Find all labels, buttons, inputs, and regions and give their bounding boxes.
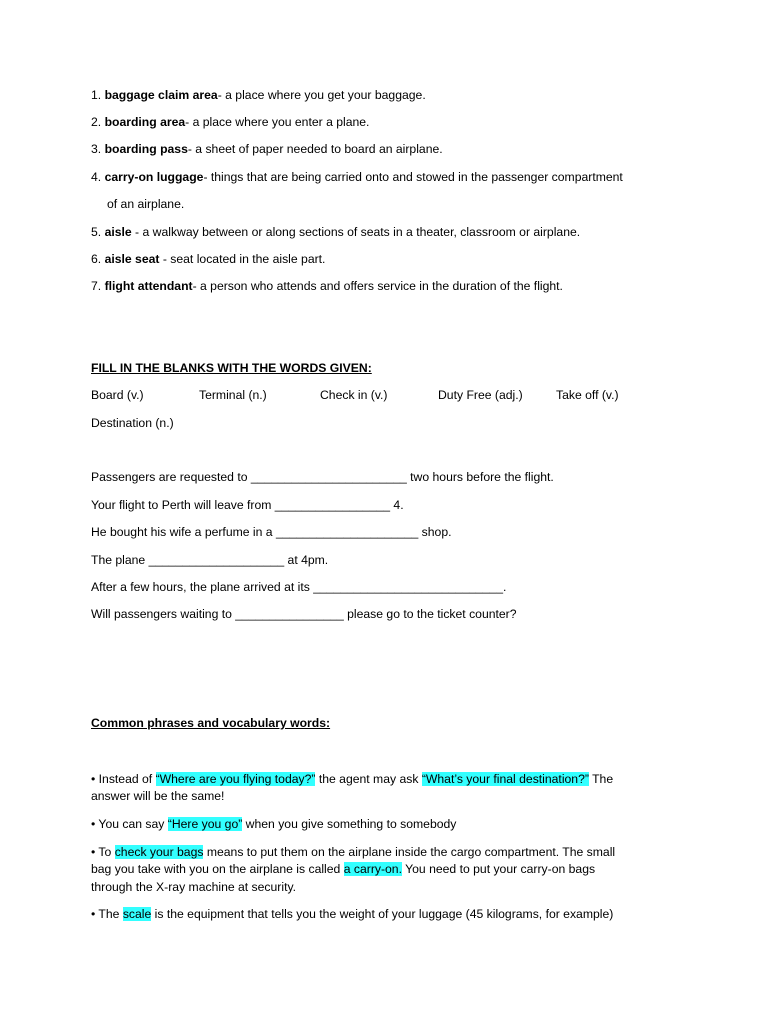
fill-blanks-heading: FILL IN THE BLANKS WITH THE WORDS GIVEN: xyxy=(91,361,372,375)
exercise-sentence: The plane ____________________ at 4pm. xyxy=(91,553,329,567)
definition-text: - seat located in the aisle part. xyxy=(159,252,326,266)
exercise-sentence: Will passengers waiting to ________________ please go to the ticket counter? xyxy=(91,607,517,621)
highlighted-phrase: check your bags xyxy=(114,845,204,859)
exercise-sentence: He bought his wife a perfume in a _____________________ shop. xyxy=(91,525,452,539)
exercise-sentence: Your flight to Perth will leave from _________________ 4. xyxy=(91,498,404,512)
definition-term: carry-on luggage xyxy=(104,170,204,184)
definition-text: - a sheet of paper needed to board an airplane. xyxy=(187,142,443,156)
definition-term: boarding area xyxy=(104,115,186,129)
word-bank-item: Terminal (n.) xyxy=(199,388,267,402)
phrase-bullet-continuation: bag you take with you on the airplane is called a carry-on. You need to put your carry-on bags xyxy=(91,862,596,876)
definition-item: 7. flight attendant- a person who attends and offers service in the duration of the flight. xyxy=(91,279,563,293)
definition-item: 2. boarding area- a place where you enter a plane. xyxy=(91,115,370,129)
highlighted-phrase: scale xyxy=(122,907,152,921)
phrase-bullet: • Instead of “Where are you flying today?” the agent may ask “What’s your final destination?” The xyxy=(91,772,614,786)
definition-text: - a person who attends and offers service in the duration of the flight. xyxy=(192,279,563,293)
word-bank-item: Duty Free (adj.) xyxy=(438,388,523,402)
definition-item: 3. boarding pass- a sheet of paper needed to board an airplane. xyxy=(91,142,443,156)
phrase-bullet-continuation: answer will be the same! xyxy=(91,789,225,803)
phrase-bullet-continuation: through the X-ray machine at security. xyxy=(91,880,297,894)
definition-item: 6. aisle seat - seat located in the aisle part. xyxy=(91,252,326,266)
exercise-sentence: After a few hours, the plane arrived at its ____________________________. xyxy=(91,580,507,594)
phrase-bullet: • To check your bags means to put them on the airplane inside the cargo compartment. The small xyxy=(91,845,616,859)
definition-term: flight attendant xyxy=(104,279,193,293)
definition-continuation: of an airplane. xyxy=(107,197,185,211)
definition-text: - a place where you enter a plane. xyxy=(185,115,370,129)
highlighted-phrase: “What’s your final destination?” xyxy=(421,772,589,786)
definition-term: aisle seat xyxy=(104,252,160,266)
definition-item: 1. baggage claim area- a place where you get your baggage. xyxy=(91,88,426,102)
phrase-bullet: • The scale is the equipment that tells you the weight of your luggage (45 kilograms, for example) xyxy=(91,907,614,921)
definition-term: baggage claim area xyxy=(104,88,218,102)
definition-text: - things that are being carried onto and stowed in the passenger compartment xyxy=(203,170,623,184)
exercise-sentence: Passengers are requested to _______________________ two hours before the flight. xyxy=(91,470,554,484)
definition-item: 5. aisle - a walkway between or along sections of seats in a theater, classroom or airplane. xyxy=(91,225,581,239)
highlighted-phrase: a carry-on. xyxy=(343,862,402,876)
definition-term: aisle xyxy=(104,225,132,239)
definition-text: - a walkway between or along sections of seats in a theater, classroom or airplane. xyxy=(131,225,581,239)
word-bank-item: Check in (v.) xyxy=(320,388,388,402)
highlighted-phrase: “Where are you flying today?” xyxy=(155,772,316,786)
phrase-bullet: • You can say “Here you go” when you give something to somebody xyxy=(91,817,457,831)
highlighted-phrase: “Here you go” xyxy=(167,817,243,831)
definition-text: - a place where you get your baggage. xyxy=(217,88,426,102)
word-bank-item: Destination (n.) xyxy=(91,416,174,430)
word-bank-item: Board (v.) xyxy=(91,388,144,402)
definition-term: boarding pass xyxy=(104,142,188,156)
phrases-heading: Common phrases and vocabulary words: xyxy=(91,716,331,730)
definition-item: 4. carry-on luggage- things that are being carried onto and stowed in the passenger compartment xyxy=(91,170,623,184)
word-bank-item: Take off (v.) xyxy=(556,388,619,402)
